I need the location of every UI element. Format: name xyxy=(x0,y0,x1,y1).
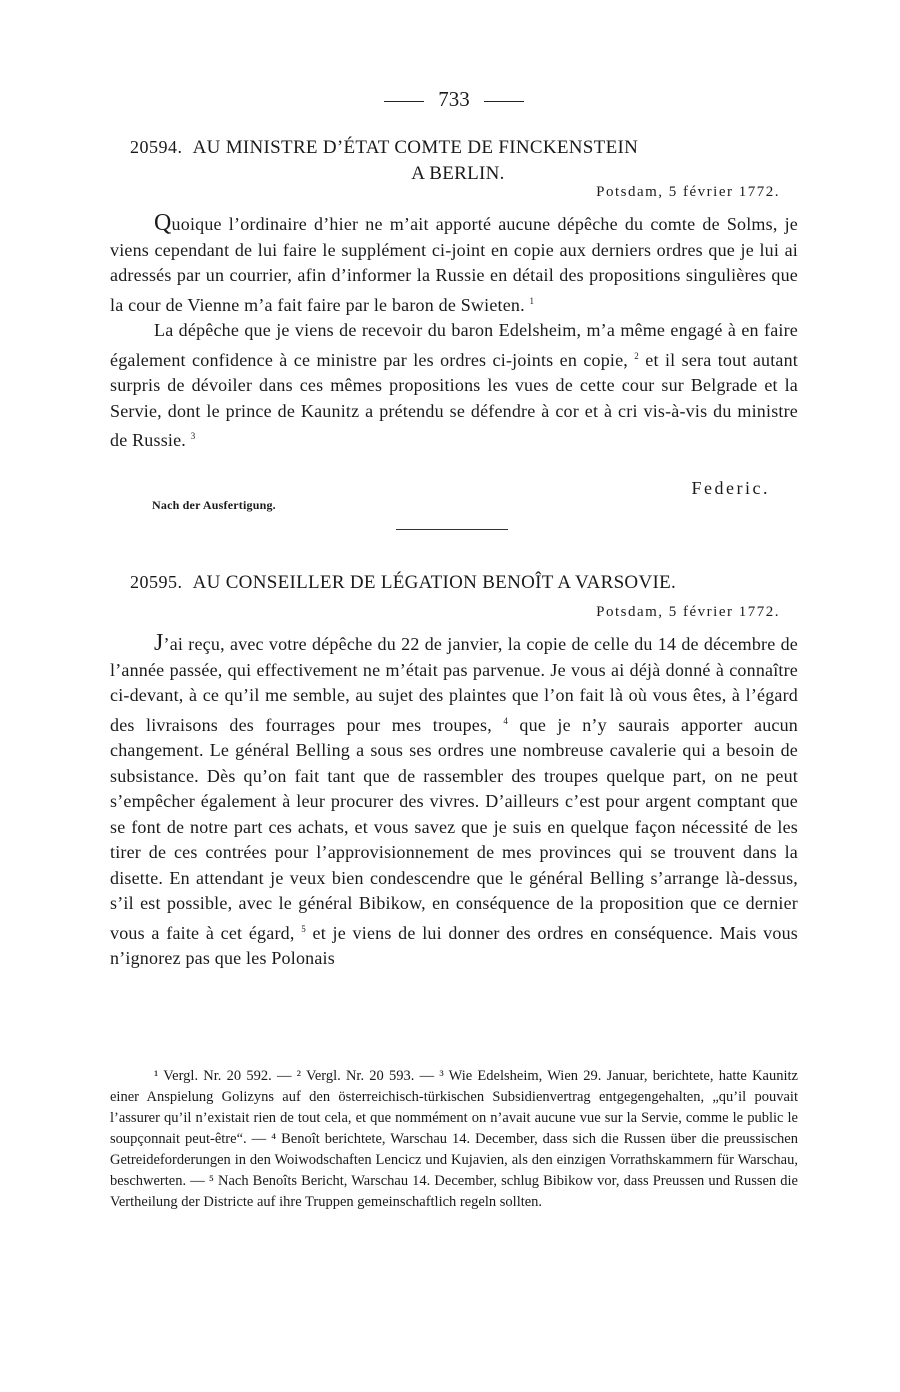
page-number: 733 xyxy=(438,87,470,111)
source-note: Nach der Ausfertigung. xyxy=(152,498,276,512)
header-dash-left xyxy=(384,101,424,102)
letter1-body xyxy=(110,211,798,454)
letter1-paragraph-1 xyxy=(110,211,798,318)
letter1-title-line2: A BERLIN. xyxy=(411,163,505,184)
header-dash-right xyxy=(484,101,524,102)
letter2-heading xyxy=(130,569,798,596)
letter2-place-date: Potsdam, 5 février 1772. xyxy=(596,604,780,620)
letter2-paragraph-1 xyxy=(110,631,798,972)
letter2-body xyxy=(110,631,798,972)
footnotes-text: ¹ Vergl. Nr. 20 592. — ² Vergl. Nr. 20 593. — ³ Wie Edelsheim, Wien 29. Januar, berichtete, hatte Kaunitz einer Anspielung Golizyns auf den österreichisch-türkischen Subsidienvertrag entgegengehalten, „qu’il pouvait l’assurer qu’il n’existait rien de tout cela, et que nommément on n’avait aucune vue sur la Servie, comme le public le soupçonnait peut-être“. — ⁴ Benoît berichtete, Warschau 14. December, dass sich die Russen über die preussischen Getreideforderungen in den Woiwodschaften Lencicz und Kujavien, als den einzigen Vorrathskammern für Warschau, beschwerten. — ⁵ Nach Benoîts Bericht, Warschau 14. December, schlug Bibikow vor, dass Preussen und Russen die Vertheilung der Districte auf ihre Truppen gemeinschaftlich regeln sollten. xyxy=(110,1068,798,1210)
letter2-title: AU CONSEILLER DE LÉGATION BENOÎT A VARSOVIE. xyxy=(192,572,677,593)
letter1-initial: Q xyxy=(154,210,172,236)
signature: Federic. xyxy=(691,478,770,498)
letter1-p2-text-a: La dépêche que je viens de recevoir du baron Edelsheim, m’a même engagé à en faire également confidence à ce ministre par les ordres ci-joints en copie, xyxy=(110,320,798,370)
document-page xyxy=(110,84,799,1210)
footnote-ref-1: 1 xyxy=(529,295,535,306)
footnote-ref-5: 5 xyxy=(301,923,306,934)
letter2-p1-text-b: que je n’y saurais apporter aucun changement. Le général Belling a sous ses ordres une nombreuse cavalerie qui a besoin de subsistance. Dès qu’on fait tant que de rassembler des troupes quelque part, on ne peut s’empêcher également à leur procurer des vivres. D’ailleurs c’est pour argent comptant que se font de notre part ces achats, et vous savez que je suis en quelque façon nécessité de les tirer de ces contrées pour l’approvisionnement de mes provinces qui se trouvent dans la disette. En attendant je veux bien condescendre que le général Belling s’arrange là-dessus, s’il est possible, avec le général Bibikow, en conséquence de la proposition que ce dernier vous a faite à cet égard, xyxy=(110,714,798,943)
page-header xyxy=(110,84,798,114)
footnotes xyxy=(110,1066,798,1213)
letter1-p2-text-b: et il sera tout autant surpris de dévoiler dans ces mêmes propositions les vues de cette cour sur Belgrade et la Servie, dont le prince de Kaunitz a prétendu se défendre à cor et à cri vis-à-vis du ministre de Russie. xyxy=(110,349,799,450)
letter1-heading xyxy=(130,134,786,187)
letter2-p1-text-a: ’ai reçu, avec votre dépêche du 22 de janvier, la copie de celle du 14 de décembre de l’année passée, qui effectivement ne m’était pas parvenue. Je vous ai déjà donné à connaître ci-devant, à ce qu’il me semble, au sujet des plaintes que l’on fait là où vous êtes, à l’égard des livraisons des fourrages pour mes troupes, xyxy=(110,634,798,735)
letter1-title-line1: AU MINISTRE D’ÉTAT COMTE DE FINCKENSTEIN xyxy=(192,137,639,158)
letter1-paragraph-2 xyxy=(110,318,798,454)
footnote-ref-4: 4 xyxy=(503,715,509,726)
letter1-number: 20594. xyxy=(130,137,183,157)
letter2-initial: J xyxy=(154,630,164,656)
letter1-p1-text: uoique l’ordinaire d’hier ne m’ait apporté aucune dépêche du comte de Solms, je viens cependant de lui faire le supplément ci-joint en copie aux derniers ordres que je lui ai adressés par un courrier, afin d’informer la Russie en détail des propositions singulières que la cour de Vienne m’a fait faire par le baron de Swieten. xyxy=(110,214,798,315)
letter1-place-date: Potsdam, 5 février 1772. xyxy=(596,184,780,200)
footnote-ref-2: 2 xyxy=(634,350,639,361)
letter2-p1-text-c: et je viens de lui donner des ordres en conséquence. Mais vous n’ignorez pas que les Polonais xyxy=(110,922,798,968)
letter2-number: 20595. xyxy=(130,572,183,592)
separator-rule xyxy=(396,529,508,530)
footnote-ref-3: 3 xyxy=(190,431,196,441)
